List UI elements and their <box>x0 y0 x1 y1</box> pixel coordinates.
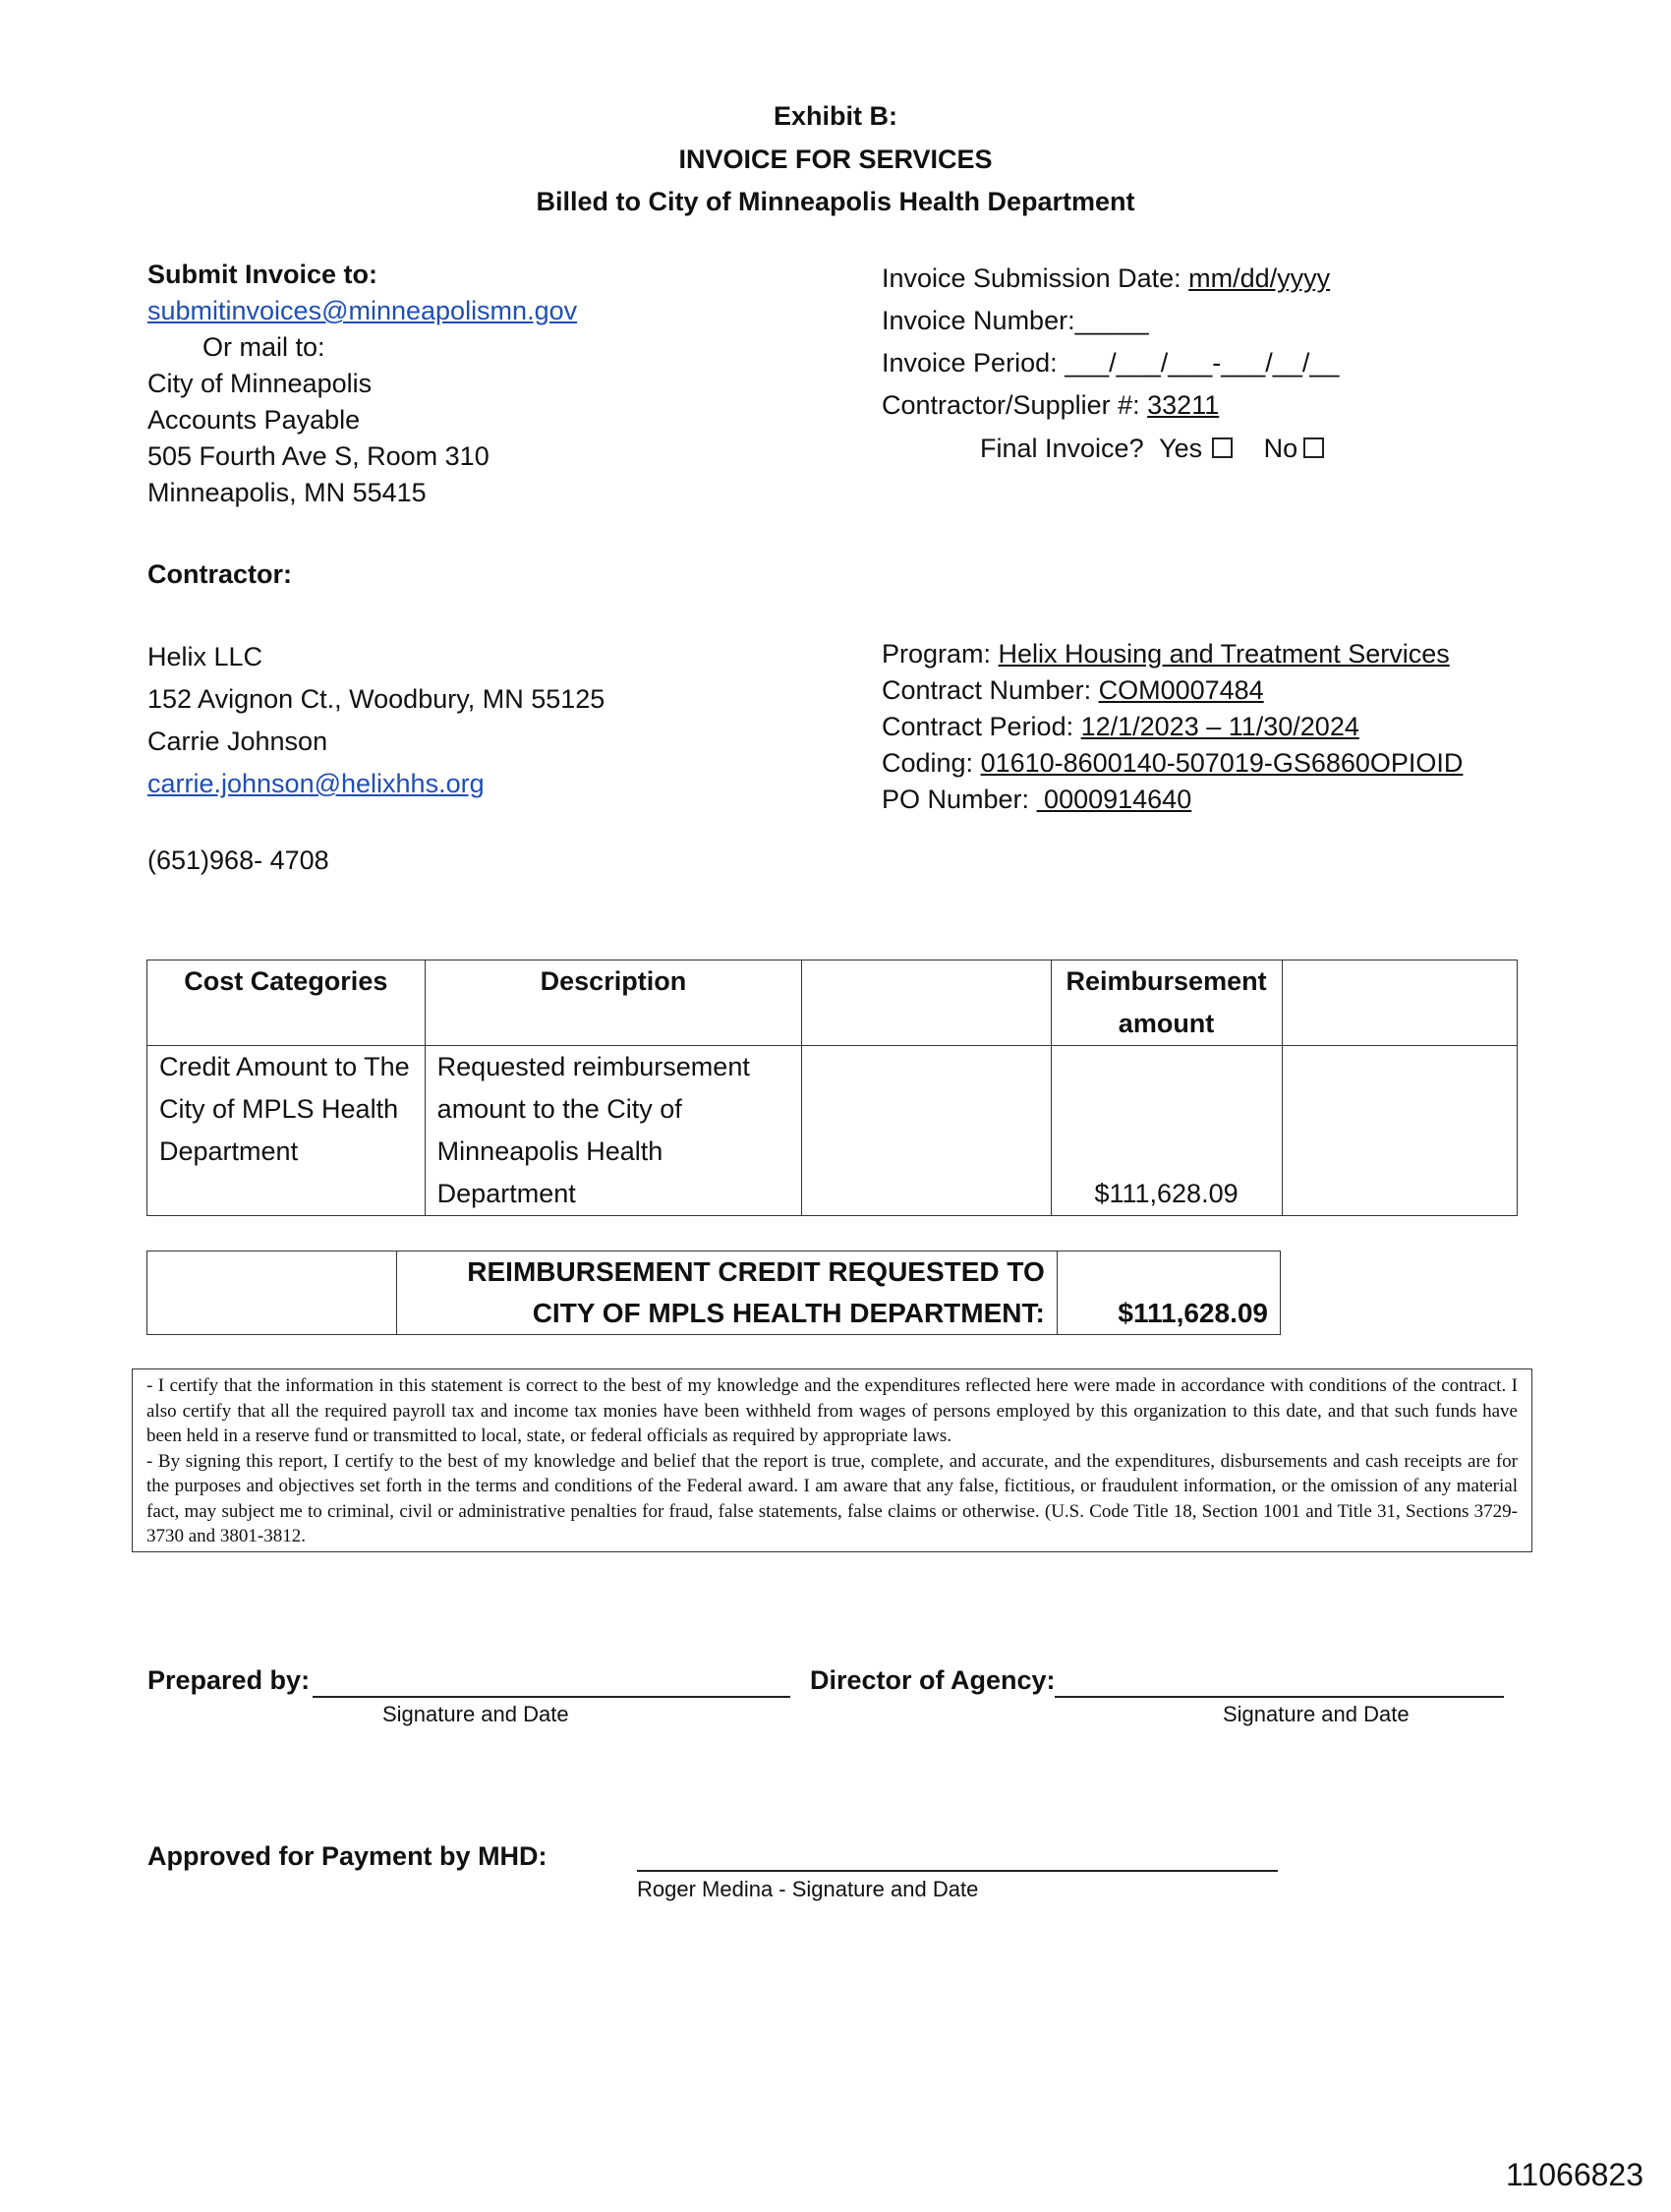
submit-email-link[interactable]: submitinvoices@minneapolismn.gov <box>147 296 578 325</box>
header-reimbursement-amount: Reimbursement amount <box>1051 960 1282 1046</box>
prepared-by-label: Prepared by: <box>147 1665 311 1695</box>
total-label-line: CITY OF MPLS HEALTH DEPARTMENT: <box>532 1298 1045 1328</box>
yes-checkbox[interactable] <box>1212 437 1233 458</box>
exhibit-label: Exhibit B: <box>774 101 897 131</box>
submit-block <box>147 257 577 511</box>
address-line: 505 Fourth Ave S, Room 310 <box>147 441 490 471</box>
header-blank <box>802 960 1051 1046</box>
total-label-line: REIMBURSEMENT CREDIT REQUESTED TO <box>467 1256 1045 1287</box>
final-invoice-row <box>882 427 1339 471</box>
contractor-email-link[interactable]: carrie.johnson@helixhhs.org <box>147 769 485 798</box>
contractor-contact: Carrie Johnson <box>147 727 328 756</box>
contractor-label: Contractor: <box>147 559 292 589</box>
contractor-address: 152 Avignon Ct., Woodbury, MN 55125 <box>147 684 605 714</box>
program-block <box>882 636 1463 818</box>
yes-label: Yes <box>1159 434 1203 463</box>
invoice-info-block <box>882 258 1339 471</box>
total-blank-cell <box>147 1252 397 1335</box>
director-label: Director of Agency: <box>810 1665 1056 1695</box>
prepared-signature-line[interactable] <box>313 1696 790 1698</box>
invoice-period: Invoice Period: ___/___/___-___/__/__ <box>882 348 1340 378</box>
contractor-block <box>147 636 605 805</box>
director-signature-line[interactable] <box>1055 1696 1504 1698</box>
address-line: City of Minneapolis <box>147 369 373 398</box>
table-row <box>147 1046 1518 1216</box>
header-cost-categories: Cost Categories <box>147 960 426 1046</box>
coding-value: 01610-8600140-507019-GS6860OPIOID <box>980 748 1464 778</box>
prepared-caption: Signature and Date <box>382 1702 569 1726</box>
supplier-number-value: 33211 <box>1147 390 1220 420</box>
total-label-cell <box>397 1252 1057 1335</box>
document-number: 11066823 <box>1506 2157 1643 2192</box>
program-row: Program: Helix Housing and Treatment Services <box>882 639 1450 669</box>
certification-paragraph: - By signing this report, I certify to the best of my knowledge and belief that the report is true, complete, and accurate, and the expenditures, disbursements and cash receipts are for the purposes and objectives set forth in the terms and conditions of the Federal award. I am aware that any false, fictitious, or fraudulent information, or the omission of any material fact, may subject me to criminal, civil or administrative penalties for fraud, false statements, false claims or otherwise. (U.S. Code Title 18, Section 1001 and Title 31, Sections 3729-3730 and 3801-3812. <box>146 1450 1518 1546</box>
no-checkbox[interactable] <box>1303 437 1324 458</box>
blank-cell <box>802 1046 1051 1216</box>
table-header-row <box>147 960 1518 1046</box>
contractor-name: Helix LLC <box>147 642 263 671</box>
address-line: Accounts Payable <box>147 405 361 435</box>
page-title: INVOICE FOR SERVICES <box>678 145 993 174</box>
contractor-phone: (651)968- 4708 <box>147 845 329 875</box>
approved-signature-line[interactable] <box>637 1870 1278 1872</box>
certification-box <box>132 1368 1532 1552</box>
approved-label: Approved for Payment by MHD: <box>147 1841 547 1871</box>
cost-table <box>146 960 1518 1216</box>
po-number-row: PO Number: 0000914640 <box>882 785 1192 814</box>
contract-number-value: COM0007484 <box>1098 675 1264 705</box>
certification-paragraph: - I certify that the information in this statement is correct to the best of my knowledge and the expenditures reflected here were made in accordance with conditions of the contract. I also certify that all the required payroll tax and income tax monies have been withheld from wages of persons employed by this organization to this date, and that such funds have been held in a reserve fund or transmitted to local, state, or federal officials as required by appropriate laws. <box>146 1375 1518 1446</box>
invoice-submission-date: Invoice Submission Date: mm/dd/yyyy <box>882 263 1331 293</box>
total-amount: $111,628.09 <box>1057 1252 1280 1335</box>
invoice-number: Invoice Number:_____ <box>882 306 1149 335</box>
final-invoice-label: Final Invoice? <box>980 434 1144 463</box>
submission-date-value: mm/dd/yyyy <box>1188 263 1331 293</box>
contract-period-row: Contract Period: 12/1/2023 – 11/30/2024 <box>882 712 1359 741</box>
invoice-period-value: ___/___/___-___/__/__ <box>1065 348 1340 378</box>
blank-cell <box>1282 1046 1517 1216</box>
program-value: Helix Housing and Treatment Services <box>998 639 1450 669</box>
coding-row: Coding: 01610-8600140-507019-GS6860OPIOID <box>882 748 1464 778</box>
po-number-value: 0000914640 <box>1036 785 1192 814</box>
total-table <box>146 1251 1281 1335</box>
director-caption: Signature and Date <box>1223 1702 1410 1726</box>
header-blank <box>1282 960 1517 1046</box>
billed-to-heading: Billed to City of Minneapolis Health Department <box>536 187 1135 216</box>
contractor-supplier-number: Contractor/Supplier #: 33211 <box>882 390 1220 420</box>
address-line: Minneapolis, MN 55415 <box>147 478 427 507</box>
no-label: No <box>1263 434 1298 463</box>
or-mail-label: Or mail to: <box>202 332 325 362</box>
header-description: Description <box>425 960 802 1046</box>
cost-category-cell: Credit Amount to The City of MPLS Health Department <box>147 1046 426 1216</box>
submit-label: Submit Invoice to: <box>147 260 378 289</box>
amount-cell: $111,628.09 <box>1051 1046 1282 1216</box>
approved-caption: Roger Medina - Signature and Date <box>637 1877 979 1901</box>
description-cell: Requested reimbursement amount to the City of Minneapolis Health Department <box>425 1046 802 1216</box>
contract-number-row: Contract Number: COM0007484 <box>882 675 1264 705</box>
contract-period-value: 12/1/2023 – 11/30/2024 <box>1080 712 1359 741</box>
